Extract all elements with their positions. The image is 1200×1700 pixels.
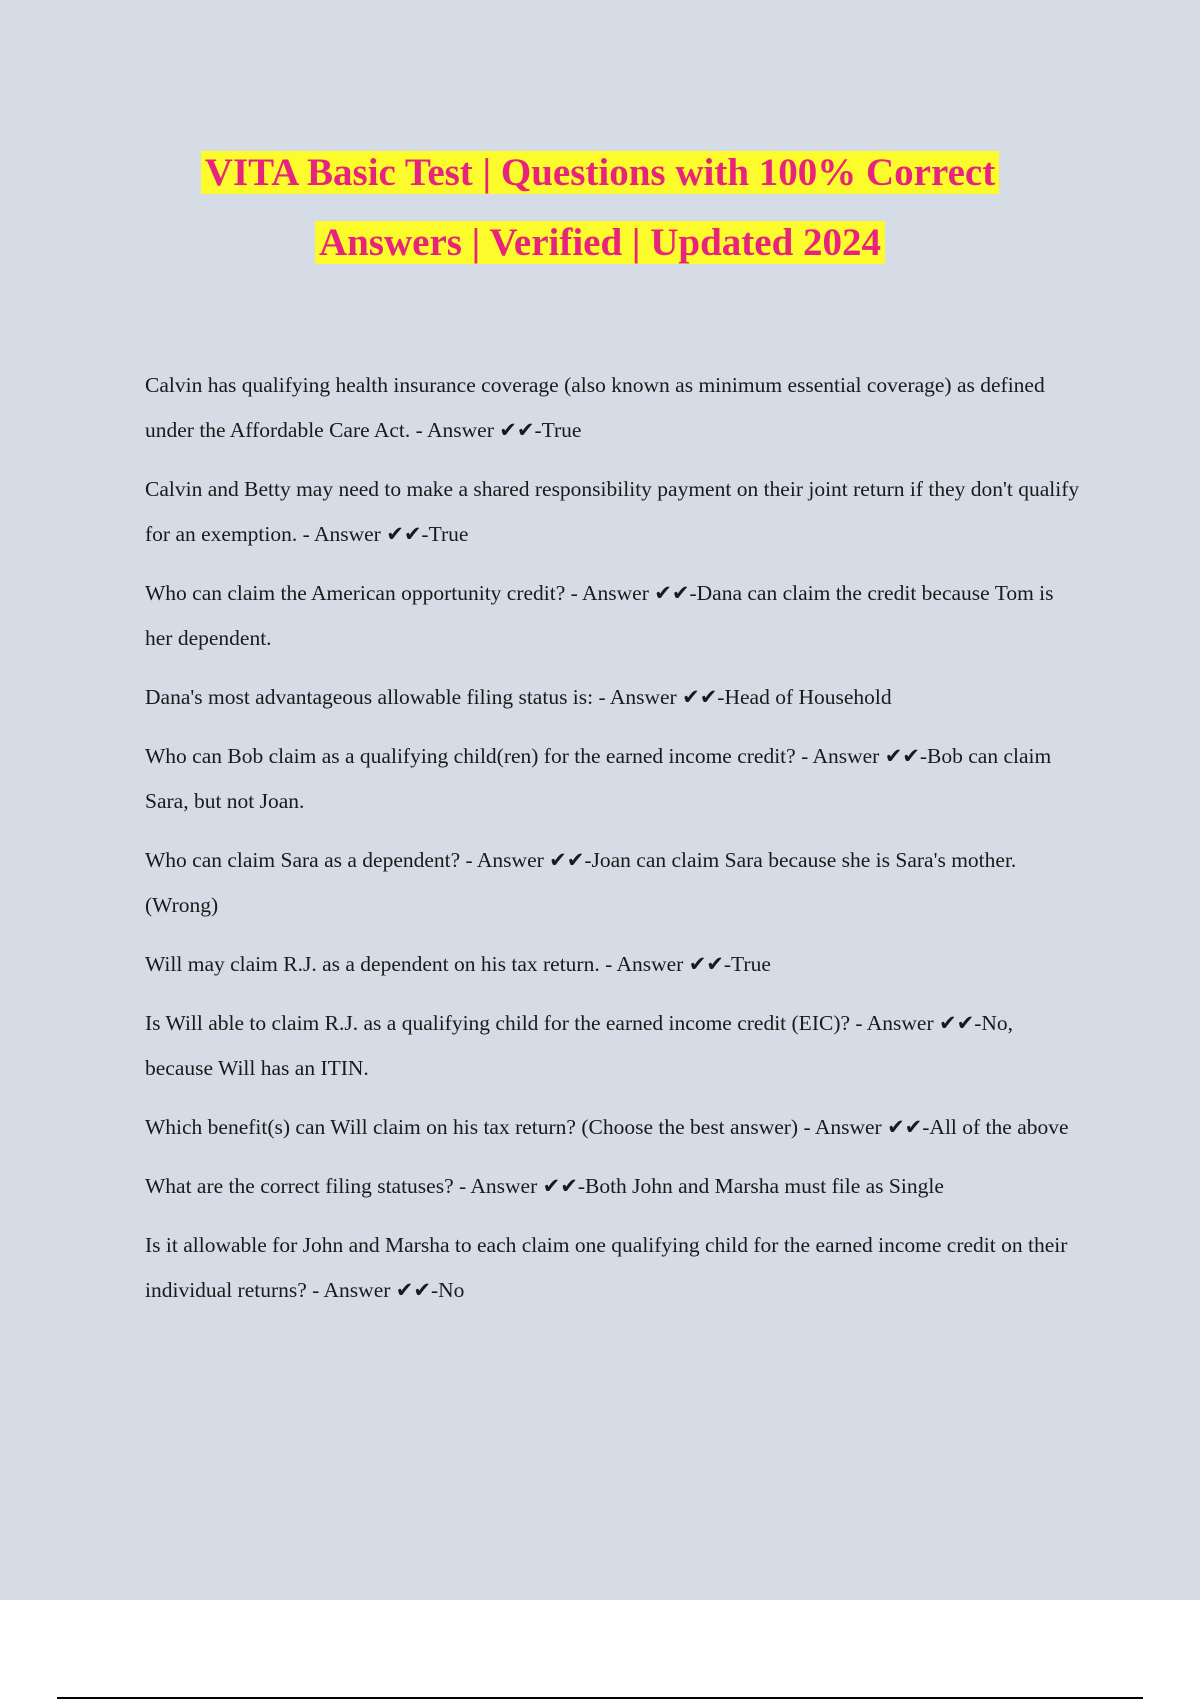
- double-check-icon: ✔✔: [884, 744, 920, 768]
- double-check-icon: ✔✔: [688, 952, 724, 976]
- qa-item: [145, 838, 1085, 928]
- answer-label: Answer: [323, 1278, 391, 1302]
- answer-text: -All of the above: [922, 1115, 1069, 1139]
- question-text: Calvin and Betty may need to make a shared responsibility payment on their joint return if they don't qualify for an exemption. -: [145, 477, 1080, 546]
- answer-label: Answer: [814, 1115, 882, 1139]
- qa-item: [145, 1223, 1085, 1313]
- answer-label: Answer: [812, 744, 880, 768]
- title-line-1: [0, 138, 1200, 208]
- qa-item: [145, 467, 1085, 557]
- question-text: Who can claim the American opportunity credit? -: [145, 581, 583, 605]
- answer-label: Answer: [609, 685, 677, 709]
- double-check-icon: ✔✔: [395, 1278, 431, 1302]
- question-answer-list: [145, 363, 1085, 1327]
- question-text: What are the correct filing statuses? -: [145, 1174, 471, 1198]
- qa-item: [145, 675, 1085, 720]
- answer-text: -Bob can claim Sara, but not Joan.: [145, 744, 1052, 813]
- double-check-icon: ✔✔: [386, 522, 422, 546]
- answer-text: -True: [723, 952, 771, 976]
- qa-item: [145, 734, 1085, 824]
- double-check-icon: ✔✔: [499, 418, 535, 442]
- answer-text: -No: [430, 1278, 465, 1302]
- title-text-2: Answers | Verified | Updated 2024: [315, 221, 885, 264]
- qa-item: [145, 942, 1085, 987]
- double-check-icon: ✔✔: [549, 848, 585, 872]
- question-text: Who can Bob claim as a qualifying child(ren) for the earned income credit? -: [145, 744, 813, 768]
- qa-item: [145, 1164, 1085, 1209]
- answer-label: Answer: [470, 1174, 538, 1198]
- footer-divider: [57, 1697, 1143, 1699]
- title-text-1: VITA Basic Test | Questions with 100% Correct: [201, 151, 999, 194]
- answer-label: Answer: [476, 848, 544, 872]
- question-text: Which benefit(s) can Will claim on his tax return? (Choose the best answer) -: [145, 1115, 815, 1139]
- answer-text: -No, because Will has an ITIN.: [145, 1011, 1014, 1080]
- answer-label: Answer: [427, 418, 494, 442]
- answer-text: -True: [421, 522, 469, 546]
- question-text: Is Will able to claim R.J. as a qualifying child for the earned income credit (EIC)? -: [145, 1011, 867, 1035]
- answer-label: Answer: [582, 581, 649, 605]
- answer-label: Answer: [313, 522, 381, 546]
- question-text: Will may claim R.J. as a dependent on his tax return. -: [145, 952, 617, 976]
- question-text: Dana's most advantageous allowable filing status is: -: [145, 685, 610, 709]
- question-text: Calvin has qualifying health insurance coverage (also known as minimum essential coverage) as defined under the Affordable Care Act. -: [145, 373, 1045, 442]
- double-check-icon: ✔✔: [682, 685, 718, 709]
- double-check-icon: ✔✔: [542, 1174, 578, 1198]
- double-check-icon: ✔✔: [654, 581, 690, 605]
- answer-text: -Both John and Marsha must file as Single: [577, 1174, 944, 1198]
- qa-item: [145, 571, 1085, 661]
- answer-text: -Head of Household: [717, 685, 892, 709]
- answer-text: -True: [534, 418, 582, 442]
- double-check-icon: ✔✔: [887, 1115, 923, 1139]
- qa-item: [145, 1105, 1085, 1150]
- answer-label: Answer: [616, 952, 684, 976]
- qa-item: [145, 363, 1085, 453]
- title-line-2: [0, 208, 1200, 278]
- answer-text: -Joan can claim Sara because she is Sara's mother. (Wrong): [145, 848, 1017, 917]
- document-title: [0, 138, 1200, 278]
- double-check-icon: ✔✔: [939, 1011, 975, 1035]
- answer-text: -Dana can claim the credit because Tom is her dependent.: [145, 581, 1054, 650]
- question-text: Who can claim Sara as a dependent? -: [145, 848, 477, 872]
- qa-item: [145, 1001, 1085, 1091]
- question-text: Is it allowable for John and Marsha to each claim one qualifying child for the earned income credit on their individual returns? -: [145, 1233, 1068, 1302]
- answer-label: Answer: [866, 1011, 934, 1035]
